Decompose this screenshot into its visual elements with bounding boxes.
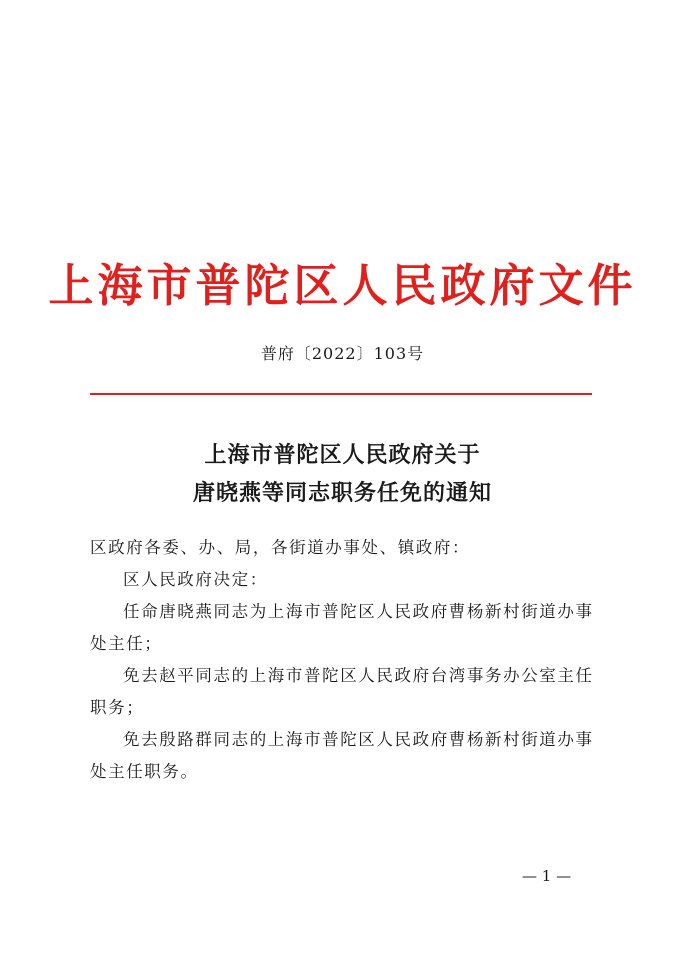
removal-paragraph-1: 免去赵平同志的上海市普陀区人民政府台湾事务办公室主任职务； bbox=[90, 666, 594, 717]
salutation: 区政府各委、办、局，各街道办事处、镇政府： bbox=[90, 538, 471, 557]
title-line-2: 唐晓燕等同志职务任免的通知 bbox=[192, 480, 492, 506]
document-number: 普府〔2022〕103号 bbox=[260, 344, 425, 363]
masthead-title: 上海市普陀区人民政府文件 bbox=[48, 259, 637, 312]
page-number: — 1 — bbox=[522, 867, 572, 885]
title-line-1: 上海市普陀区人民政府关于 bbox=[204, 442, 481, 468]
appointment-paragraph: 任命唐晓燕同志为上海市普陀区人民政府曹杨新村街道办事处主任； bbox=[90, 602, 594, 653]
decision-intro: 区人民政府决定： bbox=[123, 570, 268, 589]
document-title bbox=[0, 436, 685, 512]
red-separator-line bbox=[90, 393, 592, 395]
removal-paragraph-2: 免去殷路群同志的上海市普陀区人民政府曹杨新村街道办事处主任职务。 bbox=[90, 730, 594, 781]
document-body bbox=[90, 532, 605, 788]
